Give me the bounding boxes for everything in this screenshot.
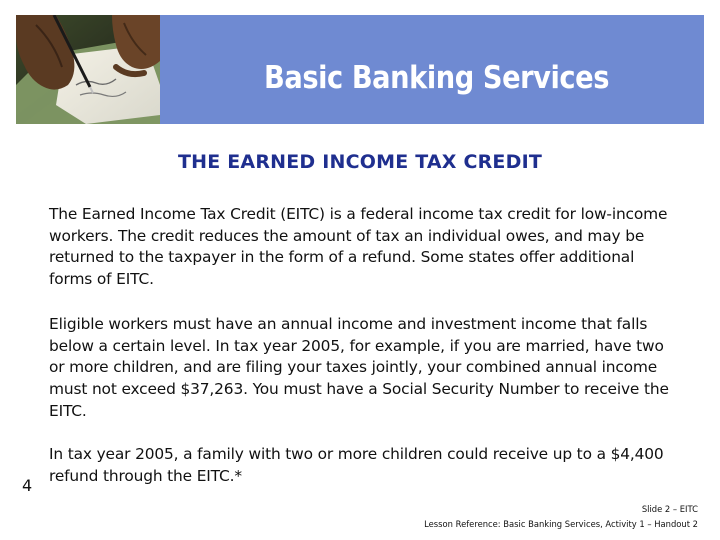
paragraph-eitc-definition: The Earned Income Tax Credit (EITC) is a federal income tax credit for low-income workers. The credit reduces the amount of tax an individual owes, and may be returned to the taxpayer in the form of a refund. Some states offer additional forms of EITC. (49, 205, 668, 289)
header-banner (16, 15, 704, 124)
paragraph-refund-amount: In tax year 2005, a family with two or more children could receive up to a $4,400 refund through the EITC.* (49, 445, 664, 485)
footer-slide-ref: Slide 2 – EITC (641, 504, 698, 514)
footer-reference (424, 502, 698, 532)
hands-signing-check-photo (16, 15, 160, 124)
slide-title: THE EARNED INCOME TAX CREDIT (177, 151, 542, 173)
paragraph-eligibility: Eligible workers must have an annual income and investment income that falls below a certain level. In tax year 2005, for example, if you are married, have two or more children, and are filing your taxes jointly, your combined annual income must not exceed $37,263. You must have a Social Security Number to receive the EITC. (49, 315, 669, 420)
footer-lesson-ref: Lesson Reference: Basic Banking Services, Activity 1 – Handout 2 (424, 519, 698, 529)
page-number: 4 (22, 476, 33, 495)
banner-title: Basic Banking Services (264, 60, 609, 96)
